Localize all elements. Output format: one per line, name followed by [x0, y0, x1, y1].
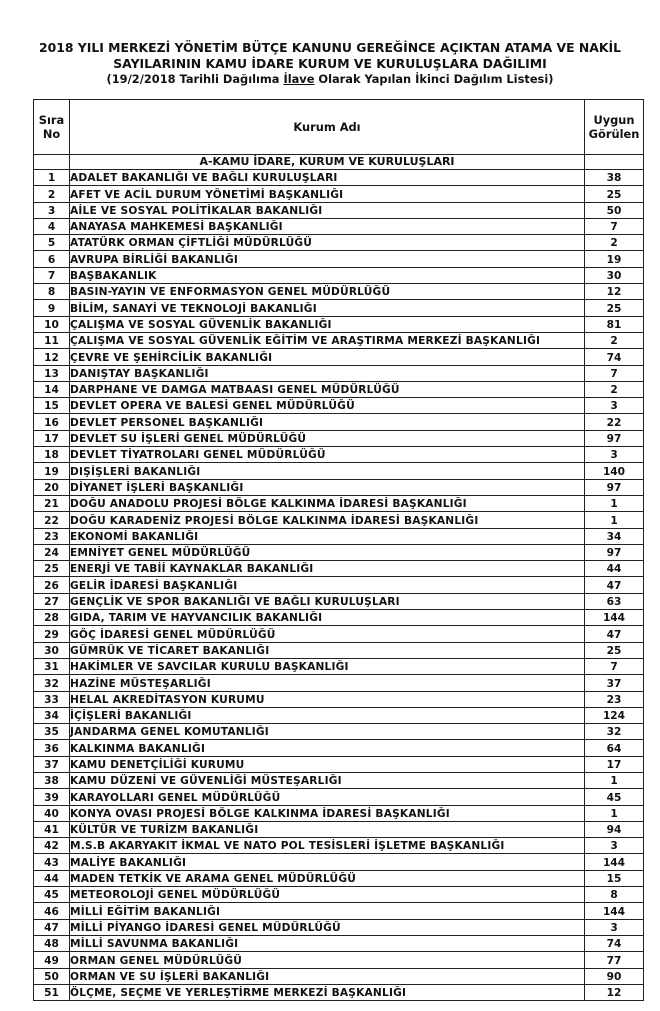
institution-name: ORMAN VE SU İŞLERİ BAKANLIĞI	[70, 968, 585, 984]
row-number: 51	[34, 984, 70, 1000]
approved-count: 37	[585, 675, 644, 691]
row-number: 5	[34, 235, 70, 251]
table-row	[34, 610, 644, 626]
row-number: 35	[34, 724, 70, 740]
row-number: 27	[34, 593, 70, 609]
institution-name: DOĞU ANADOLU PROJESİ BÖLGE KALKINMA İDARESİ BAŞKANLIĞI	[70, 495, 585, 511]
approved-count: 74	[585, 935, 644, 951]
institution-name: DEVLET OPERA VE BALESİ GENEL MÜDÜRLÜĞÜ	[70, 398, 585, 414]
row-number: 42	[34, 838, 70, 854]
row-number: 11	[34, 332, 70, 348]
row-number: 28	[34, 610, 70, 626]
section-blank-cell	[585, 155, 644, 170]
table-row	[34, 218, 644, 234]
table-row	[34, 968, 644, 984]
row-number: 39	[34, 789, 70, 805]
table-row	[34, 463, 644, 479]
row-number: 20	[34, 479, 70, 495]
institution-name: KALKINMA BAKANLIĞI	[70, 740, 585, 756]
row-number: 44	[34, 870, 70, 886]
institution-name: BAŞBAKANLIK	[70, 267, 585, 283]
row-number: 49	[34, 952, 70, 968]
institution-name: MİLLİ EĞİTİM BAKANLIĞI	[70, 903, 585, 919]
table-row	[34, 772, 644, 788]
institution-name: AİLE VE SOSYAL POLİTİKALAR BAKANLIĞI	[70, 202, 585, 218]
row-number: 50	[34, 968, 70, 984]
approved-count: 3	[585, 447, 644, 463]
row-number: 37	[34, 756, 70, 772]
row-number: 47	[34, 919, 70, 935]
approved-count: 23	[585, 691, 644, 707]
row-number: 1	[34, 170, 70, 186]
approved-count: 1	[585, 495, 644, 511]
row-number: 18	[34, 447, 70, 463]
approved-count: 8	[585, 887, 644, 903]
table-row	[34, 691, 644, 707]
approved-count: 1	[585, 805, 644, 821]
table-row	[34, 919, 644, 935]
row-number: 4	[34, 218, 70, 234]
approved-count: 50	[585, 202, 644, 218]
row-number: 29	[34, 626, 70, 642]
row-number: 43	[34, 854, 70, 870]
table-row	[34, 675, 644, 691]
institution-name: ÇALIŞMA VE SOSYAL GÜVENLİK BAKANLIĞI	[70, 316, 585, 332]
table-row	[34, 935, 644, 951]
institution-name: GIDA, TARIM VE HAYVANCILIK BAKANLIĞI	[70, 610, 585, 626]
section-title: A-KAMU İDARE, KURUM VE KURULUŞLARI	[70, 155, 585, 170]
table-row	[34, 789, 644, 805]
table-row	[34, 838, 644, 854]
approved-count: 97	[585, 544, 644, 560]
approved-count: 1	[585, 512, 644, 528]
institution-name: MALİYE BAKANLIĞI	[70, 854, 585, 870]
table-row	[34, 202, 644, 218]
institution-name: KARAYOLLARI GENEL MÜDÜRLÜĞÜ	[70, 789, 585, 805]
approved-count: 97	[585, 430, 644, 446]
table-row	[34, 349, 644, 365]
institution-name: DIŞİŞLERİ BAKANLIĞI	[70, 463, 585, 479]
table-row	[34, 332, 644, 348]
institution-name: M.S.B AKARYAKIT İKMAL VE NATO POL TESİSLERİ İŞLETME BAŞKANLIĞI	[70, 838, 585, 854]
institution-name: KÜLTÜR VE TURİZM BAKANLIĞI	[70, 821, 585, 837]
row-number: 26	[34, 577, 70, 593]
table-row	[34, 887, 644, 903]
institution-name: HAZİNE MÜSTEŞARLIĞI	[70, 675, 585, 691]
institution-name: AVRUPA BİRLİĞİ BAKANLIĞI	[70, 251, 585, 267]
table-row	[34, 821, 644, 837]
row-number: 8	[34, 284, 70, 300]
row-number: 7	[34, 267, 70, 283]
approved-count: 38	[585, 170, 644, 186]
document-header	[20, 40, 640, 87]
approved-count: 81	[585, 316, 644, 332]
table-row	[34, 626, 644, 642]
table-row	[34, 756, 644, 772]
table-row	[34, 284, 644, 300]
approved-count: 7	[585, 218, 644, 234]
row-number: 19	[34, 463, 70, 479]
section-row	[34, 155, 644, 170]
table-row	[34, 267, 644, 283]
table-row	[34, 300, 644, 316]
table-row	[34, 251, 644, 267]
table-row	[34, 235, 644, 251]
row-number: 9	[34, 300, 70, 316]
row-number: 21	[34, 495, 70, 511]
row-number: 14	[34, 381, 70, 397]
table-row	[34, 642, 644, 658]
table-row	[34, 707, 644, 723]
table-row	[34, 365, 644, 381]
row-number: 41	[34, 821, 70, 837]
institution-name: BİLİM, SANAYİ VE TEKNOLOJİ BAKANLIĞI	[70, 300, 585, 316]
approved-count: 144	[585, 854, 644, 870]
table-row	[34, 414, 644, 430]
subtitle-underlined-word: İlave	[283, 72, 315, 86]
approved-count: 2	[585, 332, 644, 348]
table-row	[34, 528, 644, 544]
table-row	[34, 805, 644, 821]
table-row	[34, 544, 644, 560]
table-row	[34, 952, 644, 968]
approved-count: 1	[585, 772, 644, 788]
subtitle-post: Olarak Yapılan İkinci Dağılım Listesi)	[314, 72, 554, 86]
institution-name: GÖÇ İDARESİ GENEL MÜDÜRLÜĞÜ	[70, 626, 585, 642]
table-row	[34, 430, 644, 446]
institution-name: MİLLİ PİYANGO İDARESİ GENEL MÜDÜRLÜĞÜ	[70, 919, 585, 935]
approved-count: 32	[585, 724, 644, 740]
table-row	[34, 495, 644, 511]
institution-name: MADEN TETKİK VE ARAMA GENEL MÜDÜRLÜĞÜ	[70, 870, 585, 886]
approved-count: 124	[585, 707, 644, 723]
approved-count: 94	[585, 821, 644, 837]
row-number: 30	[34, 642, 70, 658]
row-number: 16	[34, 414, 70, 430]
institution-name: ORMAN GENEL MÜDÜRLÜĞÜ	[70, 952, 585, 968]
approved-count: 34	[585, 528, 644, 544]
row-number: 45	[34, 887, 70, 903]
approved-count: 22	[585, 414, 644, 430]
approved-count: 47	[585, 626, 644, 642]
institution-name: ÇALIŞMA VE SOSYAL GÜVENLİK EĞİTİM VE ARAŞTIRMA MERKEZİ BAŞKANLIĞI	[70, 332, 585, 348]
approved-count: 30	[585, 267, 644, 283]
institution-name: HELAL AKREDİTASYON KURUMU	[70, 691, 585, 707]
institution-name: AFET VE ACİL DURUM YÖNETİMİ BAŞKANLIĞI	[70, 186, 585, 202]
row-number: 48	[34, 935, 70, 951]
table-row	[34, 512, 644, 528]
document-title-line-1: 2018 YILI MERKEZİ YÖNETİM BÜTÇE KANUNU GEREĞİNCE AÇIKTAN ATAMA VE NAKİL	[38, 40, 621, 55]
approved-count: 144	[585, 610, 644, 626]
row-number: 23	[34, 528, 70, 544]
table-row	[34, 724, 644, 740]
column-header-kurum-adi: Kurum Adı	[70, 100, 585, 155]
row-number: 34	[34, 707, 70, 723]
table-row	[34, 398, 644, 414]
row-number: 17	[34, 430, 70, 446]
approved-count: 12	[585, 284, 644, 300]
table-row	[34, 870, 644, 886]
approved-count: 15	[585, 870, 644, 886]
approved-count: 140	[585, 463, 644, 479]
approved-count: 144	[585, 903, 644, 919]
table-row	[34, 170, 644, 186]
approved-count: 3	[585, 838, 644, 854]
row-number: 32	[34, 675, 70, 691]
row-number: 15	[34, 398, 70, 414]
row-number: 24	[34, 544, 70, 560]
row-number: 2	[34, 186, 70, 202]
institution-name: GENÇLİK VE SPOR BAKANLIĞI VE BAĞLI KURULUŞLARI	[70, 593, 585, 609]
row-number: 10	[34, 316, 70, 332]
column-header-sira-no: Sıra No	[34, 100, 70, 155]
institution-name: DARPHANE VE DAMGA MATBAASI GENEL MÜDÜRLÜĞÜ	[70, 381, 585, 397]
institution-name: KAMU DÜZENİ VE GÜVENLİĞİ MÜSTEŞARLIĞI	[70, 772, 585, 788]
approved-count: 3	[585, 919, 644, 935]
institution-name: ÖLÇME, SEÇME VE YERLEŞTİRME MERKEZİ BAŞKANLIĞI	[70, 984, 585, 1000]
table-row	[34, 903, 644, 919]
subtitle-pre: (19/2/2018 Tarihli Dağılıma	[106, 72, 284, 86]
approved-count: 47	[585, 577, 644, 593]
approved-count: 64	[585, 740, 644, 756]
institution-name: KAMU DENETÇİLİĞİ KURUMU	[70, 756, 585, 772]
approved-count: 25	[585, 300, 644, 316]
approved-count: 74	[585, 349, 644, 365]
institution-name: DİYANET İŞLERİ BAŞKANLIĞI	[70, 479, 585, 495]
institution-name: EMNİYET GENEL MÜDÜRLÜĞÜ	[70, 544, 585, 560]
approved-count: 2	[585, 235, 644, 251]
institution-name: METEOROLOJİ GENEL MÜDÜRLÜĞÜ	[70, 887, 585, 903]
row-number: 22	[34, 512, 70, 528]
table-row	[34, 561, 644, 577]
table-row	[34, 479, 644, 495]
institution-name: ATATÜRK ORMAN ÇİFTLİĞİ MÜDÜRLÜĞÜ	[70, 235, 585, 251]
approved-count: 45	[585, 789, 644, 805]
institution-name: ADALET BAKANLIĞI VE BAĞLI KURULUŞLARI	[70, 170, 585, 186]
approved-count: 17	[585, 756, 644, 772]
column-header-uygun-gorulen: Uygun Görülen	[585, 100, 644, 155]
institution-name: GELİR İDARESİ BAŞKANLIĞI	[70, 577, 585, 593]
document-subtitle	[20, 72, 640, 87]
institution-name: MİLLİ SAVUNMA BAKANLIĞI	[70, 935, 585, 951]
row-number: 33	[34, 691, 70, 707]
approved-count: 44	[585, 561, 644, 577]
table-row	[34, 984, 644, 1000]
row-number: 31	[34, 658, 70, 674]
table-row	[34, 186, 644, 202]
institution-name: HAKİMLER VE SAVCILAR KURULU BAŞKANLIĞI	[70, 658, 585, 674]
institution-name: ANAYASA MAHKEMESİ BAŞKANLIĞI	[70, 218, 585, 234]
institution-name: DEVLET PERSONEL BAŞKANLIĞI	[70, 414, 585, 430]
row-number: 36	[34, 740, 70, 756]
approved-count: 12	[585, 984, 644, 1000]
institution-name: EKONOMİ BAKANLIĞI	[70, 528, 585, 544]
document-title-line-2: SAYILARININ KAMU İDARE KURUM VE KURULUŞLARA DAĞILIMI	[113, 56, 547, 71]
row-number: 6	[34, 251, 70, 267]
institution-name: KONYA OVASI PROJESİ BÖLGE KALKINMA İDARESİ BAŞKANLIĞI	[70, 805, 585, 821]
table-row	[34, 740, 644, 756]
table-row	[34, 593, 644, 609]
table-row	[34, 658, 644, 674]
institution-name: GÜMRÜK VE TİCARET BAKANLIĞI	[70, 642, 585, 658]
row-number: 40	[34, 805, 70, 821]
approved-count: 63	[585, 593, 644, 609]
distribution-table	[33, 99, 644, 1001]
institution-name: DOĞU KARADENİZ PROJESİ BÖLGE KALKINMA İDARESİ BAŞKANLIĞI	[70, 512, 585, 528]
approved-count: 3	[585, 398, 644, 414]
approved-count: 7	[585, 365, 644, 381]
table-row	[34, 316, 644, 332]
institution-name: ENERJİ VE TABİİ KAYNAKLAR BAKANLIĞI	[70, 561, 585, 577]
table-row	[34, 381, 644, 397]
table-row	[34, 447, 644, 463]
row-number: 38	[34, 772, 70, 788]
section-blank-cell	[34, 155, 70, 170]
institution-name: DEVLET SU İŞLERİ GENEL MÜDÜRLÜĞÜ	[70, 430, 585, 446]
institution-name: DANIŞTAY BAŞKANLIĞI	[70, 365, 585, 381]
institution-name: İÇİŞLERİ BAKANLIĞI	[70, 707, 585, 723]
approved-count: 7	[585, 658, 644, 674]
institution-name: DEVLET TİYATROLARI GENEL MÜDÜRLÜĞÜ	[70, 447, 585, 463]
approved-count: 77	[585, 952, 644, 968]
row-number: 3	[34, 202, 70, 218]
row-number: 25	[34, 561, 70, 577]
table-row	[34, 577, 644, 593]
approved-count: 90	[585, 968, 644, 984]
table-row	[34, 854, 644, 870]
row-number: 12	[34, 349, 70, 365]
approved-count: 25	[585, 642, 644, 658]
approved-count: 25	[585, 186, 644, 202]
approved-count: 19	[585, 251, 644, 267]
institution-name: BASIN-YAYIN VE ENFORMASYON GENEL MÜDÜRLÜĞÜ	[70, 284, 585, 300]
approved-count: 2	[585, 381, 644, 397]
row-number: 13	[34, 365, 70, 381]
institution-name: JANDARMA GENEL KOMUTANLIĞI	[70, 724, 585, 740]
table-header-row	[34, 100, 644, 155]
row-number: 46	[34, 903, 70, 919]
approved-count: 97	[585, 479, 644, 495]
institution-name: ÇEVRE VE ŞEHİRCİLİK BAKANLIĞI	[70, 349, 585, 365]
